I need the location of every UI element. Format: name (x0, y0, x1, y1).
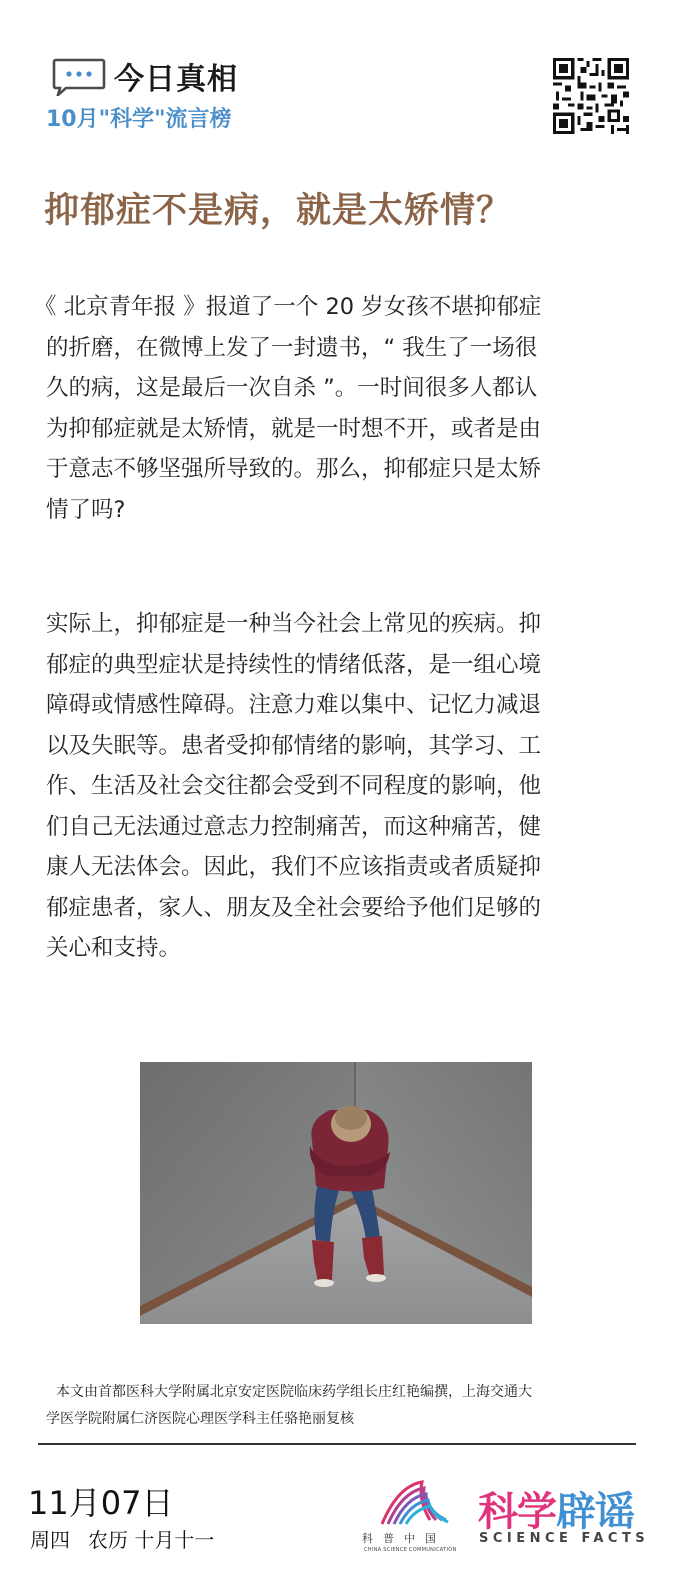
paragraph-line: 《 北京青年报 》报道了一个 20 岁女孩不堪抑郁症 (34, 294, 542, 320)
brand-part-1: 科学 (478, 1489, 556, 1535)
speech-bubble-icon (52, 58, 106, 96)
science-facts-logo (478, 1480, 634, 1537)
credit-line: 本文由首都医科大学附属北京安定医院临床药学组长庄红艳编撰，上海交通大 (56, 1384, 532, 1400)
author-credit (46, 1379, 636, 1433)
paragraph-line: 以及失眠等。患者受抑郁情绪的影响，其学习、工 (46, 732, 542, 759)
paragraph-line: 的折磨，在微博上发了一封遗书，“ 我生了一场很 (46, 334, 538, 361)
paragraph-line: 实际上，抑郁症是一种当今社会上常见的疾病。抑 (46, 611, 542, 637)
footer-lunar-date: 农历 十月十一 (88, 1528, 215, 1552)
paragraph-line: 情了吗? (46, 496, 126, 523)
footer-weekday: 周四 (30, 1528, 70, 1552)
paragraph-line: 郁症的典型症状是持续性的情绪低落，是一组心境 (46, 651, 542, 678)
header-subtitle: 10月"科学"流言榜 (46, 107, 232, 132)
paragraph-line: 于意志不够坚强所导致的。那么，抑郁症只是太矫 (46, 456, 542, 482)
paragraph-line: 康人无法体会。因此，我们不应该指责或者质疑抑 (46, 854, 542, 880)
qr-code[interactable] (553, 58, 629, 134)
kepu-china-logo (378, 1480, 450, 1528)
brand-part-2: 辟谣 (556, 1489, 634, 1535)
kepu-china-text: 科普中国 (362, 1532, 446, 1545)
article-headline: 抑郁症不是病，就是太矫情？ (44, 191, 513, 231)
paragraph-line: 郁症患者，家人、朋友及全社会要给予他们足够的 (46, 894, 542, 921)
footer-date: 11月07日 (28, 1484, 174, 1522)
paragraph-line: 久的病，这是最后一次自杀 ”。一时间很多人都认 (46, 375, 538, 401)
science-facts-english: SCIENCE FACTS (479, 1531, 650, 1546)
footer-divider (38, 1443, 636, 1445)
paragraph-1 (34, 287, 636, 530)
paragraph-line: 关心和支持。 (46, 935, 182, 961)
paragraph-line: 作、生活及社会交往都会受到不同程度的影响，他 (46, 773, 542, 799)
credit-line: 学医学院附属仁济医院心理医学科主任骆艳丽复核 (46, 1411, 354, 1427)
kepu-china-english: CHINA SCIENCE COMMUNICATION (364, 1547, 457, 1553)
paragraph-line: 为抑郁症就是太矫情，就是一时想不开，或者是由 (46, 415, 542, 442)
paragraph-2 (46, 604, 636, 969)
header-title: 今日真相 (114, 62, 238, 97)
paragraph-line: 们自己无法通过意志力控制痛苦，而这种痛苦，健 (46, 813, 542, 840)
paragraph-line: 障碍或情感性障碍。注意力难以集中、记忆力减退 (46, 692, 542, 718)
article-photo (140, 1062, 532, 1324)
